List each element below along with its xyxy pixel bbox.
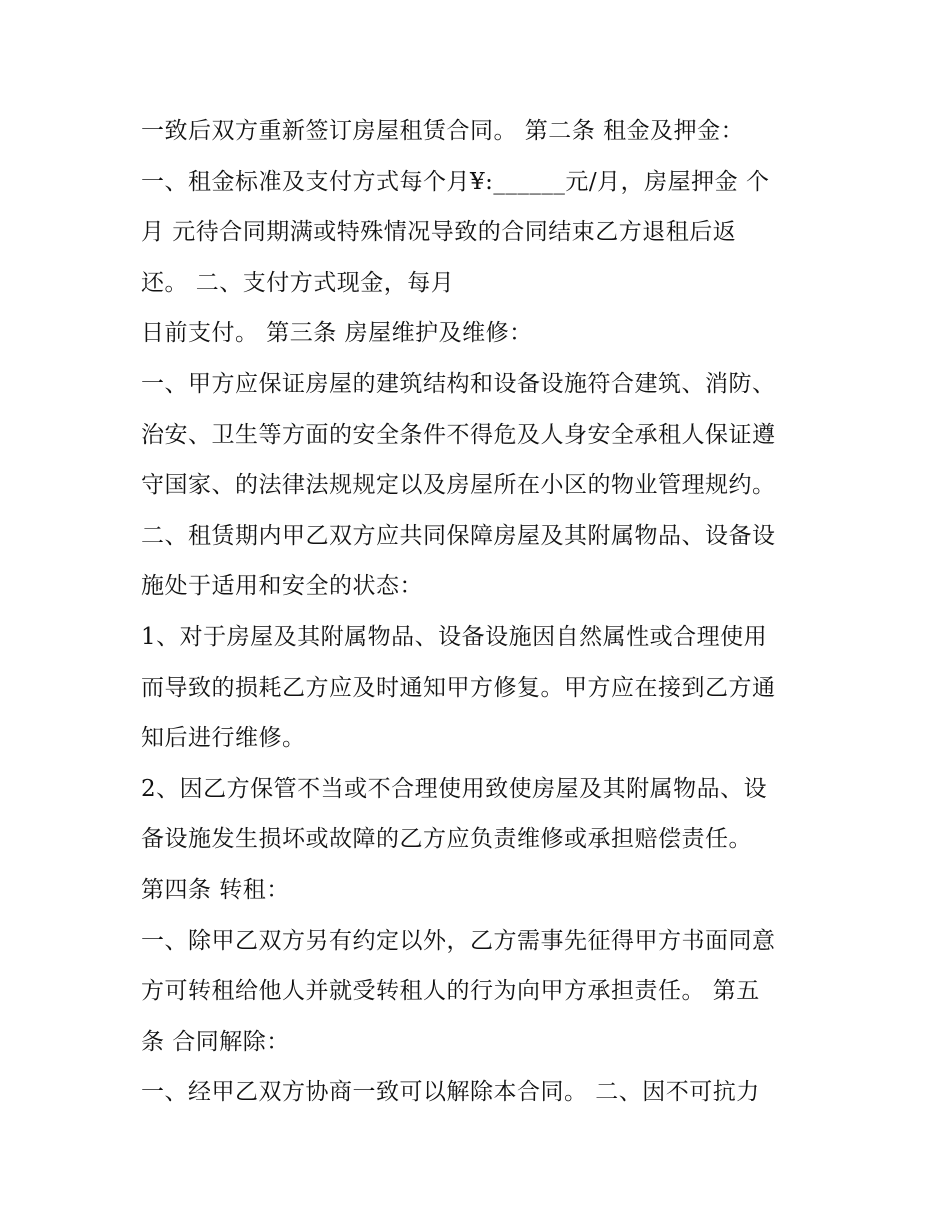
- text-line: 1、对于房屋及其附属物品、设备设施因自然属性或合理使用: [141, 623, 768, 650]
- text-line: 守国家、的法律法规规定以及房屋所在小区的物业管理规约。: [141, 472, 776, 499]
- contract-text: [141, 112, 831, 1124]
- text-line: 一致后双方重新签订房屋租赁合同。 第二条 租金及押金：: [141, 118, 745, 144]
- text-line: 知后进行维修。: [141, 725, 306, 752]
- text-line: 日前支付。 第三条 房屋维护及维修：: [141, 320, 533, 347]
- text-line: 一、除甲乙双方另有约定以外，乙方需事先征得甲方书面同意: [141, 927, 776, 954]
- text-line: 一、租金标准及支付方式每个月¥:______元/月，房屋押金 个: [141, 168, 770, 195]
- text-line: 方可转租给他人并就受转租人的行为向甲方承担责任。 第五: [141, 978, 760, 1005]
- text-line: 月 元待合同期满或特殊情况导致的合同结束乙方退租后返: [141, 219, 737, 246]
- text-line: 二、租赁期内甲乙双方应共同保障房屋及其附属物品、设备设: [141, 522, 776, 549]
- text-line: 施处于适用和安全的状态：: [141, 573, 423, 600]
- text-line: 一、经甲乙双方协商一致可以解除本合同。 二、因不可抗力: [141, 1079, 760, 1106]
- text-line: 2、因乙方保管不当或不合理使用致使房屋及其附属物品、设: [141, 775, 768, 802]
- text-line: 一、甲方应保证房屋的建筑结构和设备设施符合建筑、消防、: [141, 370, 776, 397]
- text-line: 而导致的损耗乙方应及时通知甲方修复。甲方应在接到乙方通: [141, 674, 776, 701]
- text-line: 条 合同解除：: [141, 1028, 290, 1055]
- text-line: 治安、卫生等方面的安全条件不得危及人身安全承租人保证遵: [141, 421, 776, 448]
- text-line: 还。 二、支付方式现金，每月: [141, 269, 455, 296]
- text-line: 备设施发生损坏或故障的乙方应负责维修或承担赔偿责任。: [141, 826, 752, 853]
- text-line: 第四条 转租：: [141, 876, 290, 903]
